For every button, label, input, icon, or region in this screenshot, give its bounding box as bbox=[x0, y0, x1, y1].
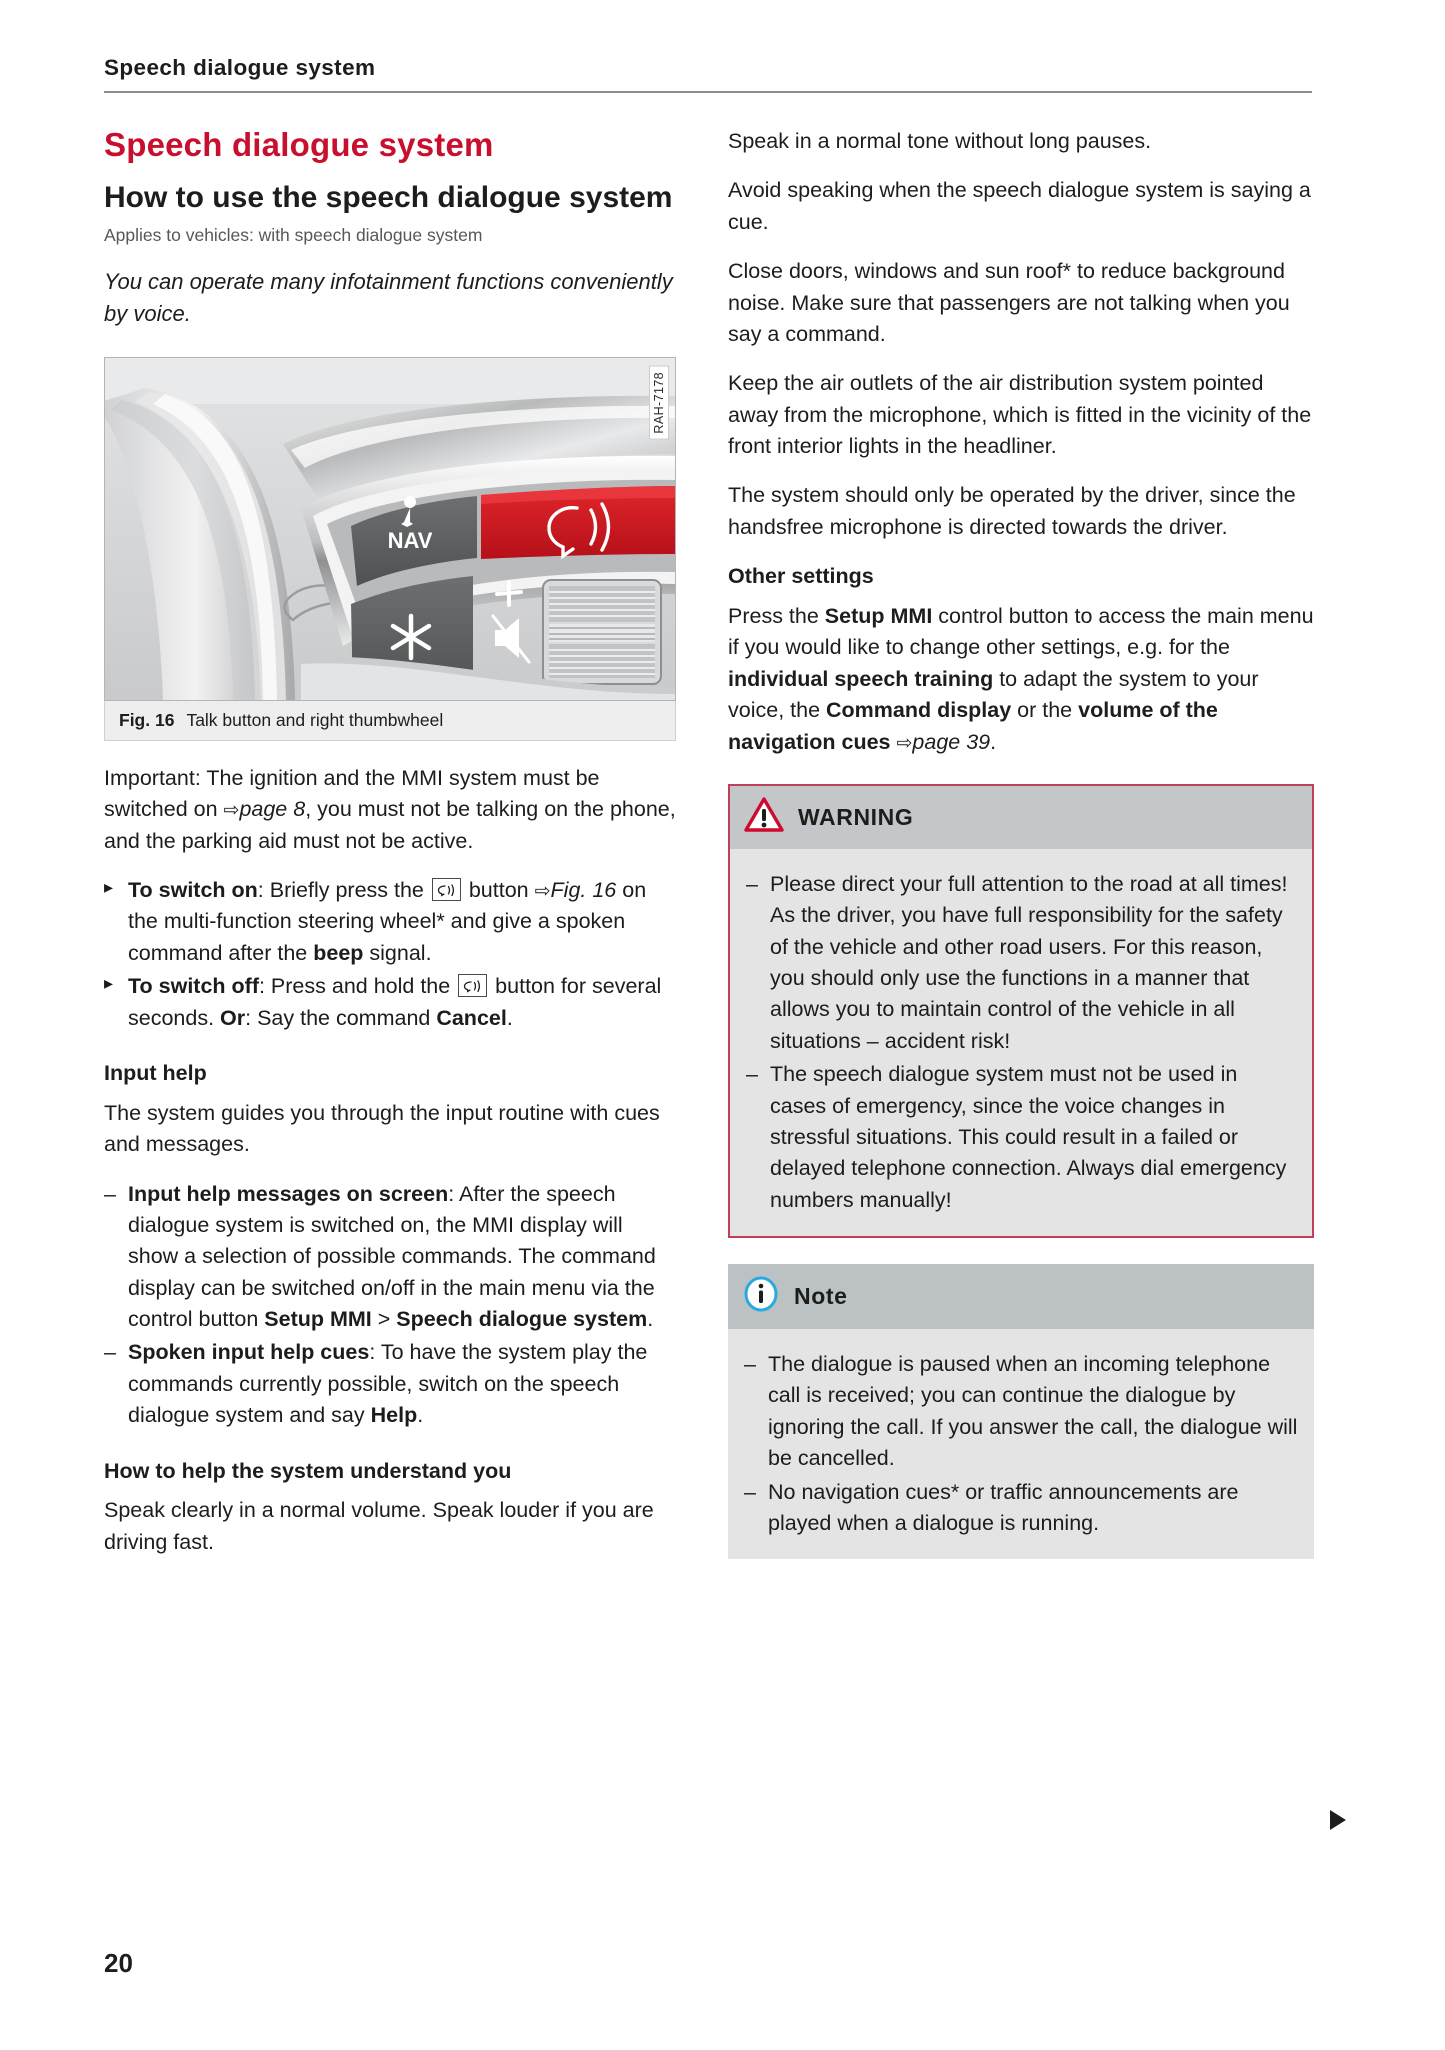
continuation-marker-icon bbox=[1330, 1810, 1346, 1830]
running-header-text: Speech dialogue system bbox=[104, 55, 376, 80]
input-help-heading: Input help bbox=[104, 1060, 207, 1085]
switch-on-emphasis: beep bbox=[313, 940, 364, 965]
menu-path-separator: > bbox=[371, 1307, 397, 1332]
switch-off-label: To switch off bbox=[128, 974, 259, 999]
other-settings-heading: Other settings bbox=[728, 564, 874, 589]
xref-arrow-icon: ⇨ bbox=[223, 800, 240, 822]
list-item-warning-emergency: – The speech dialogue system must not be used in cases of emergency, since the voice changes in stressful situations. This could result in a failed or delayed telephone connection. Always dial emergency numbers manually! bbox=[746, 1059, 1296, 1216]
running-header bbox=[104, 55, 1312, 93]
warning-item-list bbox=[746, 869, 1296, 1216]
other-settings-part1: Press the bbox=[728, 604, 825, 628]
switch-off-or: Or bbox=[220, 1005, 246, 1030]
header-rule bbox=[104, 91, 1312, 93]
switch-off-part1: : Press and hold the bbox=[258, 974, 457, 999]
note-item-list bbox=[744, 1349, 1298, 1539]
bold-individual-speech-training: individual speech training bbox=[728, 666, 994, 691]
input-help-messages-label: Input help messages on screen bbox=[128, 1181, 449, 1206]
right-column bbox=[728, 126, 1314, 1559]
command-help: Help bbox=[370, 1403, 418, 1428]
other-settings-part2: control button to access the main menu if you would like to change other settings, e.g. for the bbox=[728, 604, 1314, 660]
talk-button-icon[interactable] bbox=[458, 974, 487, 997]
warning-box-header bbox=[730, 786, 1312, 849]
paragraph-speak-tone: Speak in a normal tone without long pauses. bbox=[728, 129, 1152, 153]
menu-path-speech-dialogue-system: Speech dialogue system bbox=[396, 1307, 648, 1332]
figure-image bbox=[104, 357, 676, 701]
xref-page-8[interactable]: page 8 bbox=[239, 797, 306, 822]
photo-id-label: RAH-7178 bbox=[649, 366, 669, 440]
spoken-input-help-text: : To have the system play the commands currently possible, switch on the speech dialogue system and say bbox=[128, 1340, 648, 1428]
list-item-switch-on bbox=[104, 875, 676, 969]
other-settings-part5: . bbox=[990, 729, 997, 754]
switch-off-part4: . bbox=[506, 1005, 513, 1030]
other-settings-part4: or the bbox=[1011, 698, 1079, 723]
note-box-title: Note bbox=[794, 1283, 848, 1309]
menu-path-setup-mmi: Setup MMI bbox=[264, 1307, 372, 1332]
list-item-input-help-messages bbox=[104, 1179, 676, 1336]
list-item-spoken-input-help bbox=[104, 1337, 676, 1431]
important-paragraph bbox=[104, 763, 676, 857]
xref-arrow-icon: ⇨ bbox=[534, 881, 551, 903]
figure-caption bbox=[104, 701, 676, 741]
list-item-note-navigation: – No navigation cues* or traffic announcements are played when a dialogue is running. bbox=[744, 1477, 1298, 1540]
switch-off-part3: : Say the command bbox=[245, 1005, 437, 1030]
bold-setup-mmi: Setup MMI bbox=[824, 604, 933, 628]
svg-text:NAV: NAV bbox=[387, 527, 433, 553]
note-box-header bbox=[728, 1264, 1314, 1329]
paragraph-close-doors: Close doors, windows and sun roof* to reduce background noise. Make sure that passengers are not talking when you say a command. bbox=[728, 259, 1290, 346]
figure-number: Fig. 16 bbox=[119, 709, 175, 730]
other-settings-part3: to adapt the system to your voice, the bbox=[728, 666, 1259, 723]
warning-box-body bbox=[730, 849, 1312, 1236]
paragraph-air-outlets: Keep the air outlets of the air distribution system pointed away from the microphone, which is fitted in the vicinity of the front interior lights in the headliner. bbox=[728, 371, 1312, 458]
bold-volume-navigation-cues: volume of the navigation cues bbox=[728, 698, 1218, 754]
lead-paragraph: You can operate many infotainment functions conveniently by voice. bbox=[104, 269, 673, 326]
spoken-input-help-end: . bbox=[417, 1403, 424, 1428]
talk-button-icon[interactable] bbox=[432, 878, 461, 901]
warning-box bbox=[728, 784, 1314, 1238]
left-column bbox=[104, 126, 676, 1576]
switch-instruction-list bbox=[104, 875, 676, 1034]
understand-heading: How to help the system understand you bbox=[104, 1458, 512, 1483]
thumbwheel-icon bbox=[543, 580, 661, 684]
page-number: 20 bbox=[104, 1948, 133, 1978]
switch-off-part2: button for several seconds. bbox=[128, 974, 662, 1030]
warning-triangle-icon bbox=[744, 797, 784, 838]
spoken-input-help-label: Spoken input help cues bbox=[128, 1340, 370, 1365]
warning-box-title: WARNING bbox=[798, 803, 914, 830]
list-item-note-paused: – The dialogue is paused when an incoming telephone call is received; you can continue the dialogue by ignoring the call. If you answer the call, the dialogue will be cancelled. bbox=[744, 1349, 1298, 1475]
paragraph-avoid-speaking: Avoid speaking when the speech dialogue system is saying a cue. bbox=[728, 178, 1311, 234]
switch-on-part4: signal. bbox=[363, 940, 432, 965]
note-box-body bbox=[728, 1329, 1314, 1559]
input-help-list bbox=[104, 1179, 676, 1432]
other-settings-paragraph bbox=[728, 601, 1314, 758]
important-prefix: Important: The ignition and the MMI system must be switched on bbox=[104, 765, 600, 822]
switch-on-label: To switch on bbox=[128, 878, 258, 903]
note-box bbox=[728, 1264, 1314, 1559]
xref-arrow-icon: ⇨ bbox=[896, 732, 913, 754]
understand-paragraph: Speak clearly in a normal volume. Speak louder if you are driving fast. bbox=[104, 1498, 654, 1554]
xref-page-39[interactable]: page 39 bbox=[912, 729, 991, 754]
switch-on-part1: : Briefly press the bbox=[257, 878, 430, 903]
applies-to-note: Applies to vehicles: with speech dialogue system bbox=[104, 224, 483, 245]
input-help-messages-end: . bbox=[647, 1307, 654, 1332]
switch-off-cancel: Cancel bbox=[436, 1005, 507, 1030]
section-heading: How to use the speech dialogue system bbox=[104, 180, 673, 214]
switch-on-part2: button bbox=[462, 878, 535, 903]
paragraph-driver-only: The system should only be operated by the driver, since the handsfree microphone is directed towards the driver. bbox=[728, 483, 1296, 539]
list-item-warning-attention: – Please direct your full attention to the road at all times! As the driver, you have full responsibility for the safety of the vehicle and other road users. For this reason, you should only use the functions in a manner that allows you to maintain control of the vehicle in all situations – accident risk! bbox=[746, 869, 1296, 1057]
steering-wheel-illustration bbox=[105, 358, 675, 700]
input-help-intro: The system guides you through the input routine with cues and messages. bbox=[104, 1100, 660, 1157]
input-help-messages-text: : After the speech dialogue system is switched on, the MMI display will show a selection of possible commands. The command display can be switched on/off in the main menu via the control button bbox=[128, 1181, 656, 1332]
figure-16 bbox=[104, 357, 676, 741]
page-title: Speech dialogue system bbox=[104, 126, 494, 163]
list-item-switch-off bbox=[104, 971, 676, 1034]
important-suffix: , you must not be talking on the phone, and the parking aid must not be active. bbox=[104, 797, 676, 853]
bold-command-display: Command display bbox=[826, 698, 1012, 723]
info-circle-icon bbox=[742, 1275, 780, 1318]
figure-caption-text: Talk button and right thumbwheel bbox=[186, 709, 444, 730]
switch-on-part3: on the multi-function steering wheel* and give a spoken command after the bbox=[128, 878, 647, 965]
xref-fig-16[interactable]: Fig. 16 bbox=[550, 878, 617, 903]
